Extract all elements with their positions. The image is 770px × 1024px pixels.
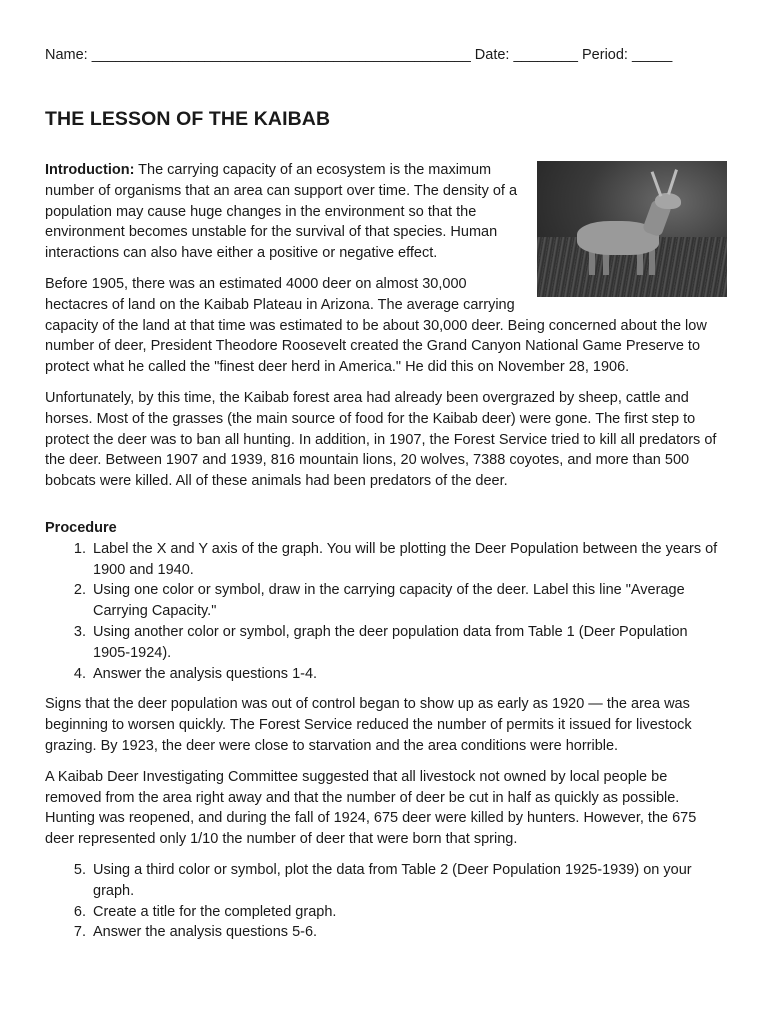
name-date-period-line: Name: _______________________________________________ Date: ________ Period: _____ — [45, 47, 673, 63]
procedure-list-a — [45, 539, 727, 685]
procedure-step: 2. Using one color or symbol, draw in the carrying capacity of the deer. Label this line "Average Carrying Capacity." — [90, 580, 727, 622]
procedure-step: 3. Using another color or symbol, graph the deer population data from Table 1 (Deer Population 1905-1924). — [90, 622, 727, 664]
control-paragraph: Signs that the deer population was out of control began to show up as early as 1920 — the area was beginning to worsen quickly. The Forest Service reduced the number of permits it issued for livestock grazing. By 1923, the deer were close to starvation and the area conditions were horrible. — [45, 696, 692, 754]
history-paragraph: Before 1905, there was an estimated 4000 deer on almost 30,000 hectacres of land on the Kaibab Plateau in Arizona. The average carrying capacity of the land at that time was estimated to be about 30,000 deer. Being concerned about the low number of deer, President Theodore Roosevelt created the Grand Canyon National Game Preserve to protect what he called the "finest deer herd in America." He did this on November 28, 1906. — [45, 275, 707, 376]
procedure-step: 5. Using a third color or symbol, plot the data from Table 2 (Deer Population 1925-1939) on your graph. — [90, 860, 727, 902]
procedure-heading: Procedure — [45, 519, 117, 536]
intro-text: The carrying capacity of an ecosystem is the maximum number of organisms that an area can support over time. The density of a population may cause huge changes in the environment so that the environment becomes unstable for the survival of that species. Human interactions can also have either a positive or negative effect. — [45, 162, 518, 262]
intro-label: Introduction: — [45, 162, 135, 178]
worksheet-body — [45, 160, 727, 953]
page-title: THE LESSON OF THE KAIBAB — [45, 108, 331, 130]
procedure-step: 6. Create a title for the completed graph. — [90, 902, 727, 923]
predators-paragraph: Unfortunately, by this time, the Kaibab forest area had already been overgrazed by sheep, cattle and horses. Most of the grasses (the main source of food for the Kaibab deer) were gone. The first step to protect the deer was to ban all hunting. In addition, in 1907, the Forest Service tried to kill all predators of the deer. Between 1907 and 1939, 816 mountain lions, 20 wolves, 7388 coyotes, and more than 500 bobcats were killed. All of these animals had been predators of the deer. — [45, 389, 717, 490]
procedure-list-b — [45, 860, 727, 943]
committee-paragraph: A Kaibab Deer Investigating Committee suggested that all livestock not owned by local people be removed from the area right away and that the number of deer be cut in half as quickly as possible. Hunting was reopened, and during the fall of 1924, 675 deer were killed by hunters. However, the 675 deer represented only 1/10 the number of deer that were born that spring. — [45, 768, 697, 848]
procedure-step: 1. Label the X and Y axis of the graph. You will be plotting the Deer Population between the years of 1900 and 1940. — [90, 539, 727, 581]
procedure-step: 4. Answer the analysis questions 1-4. — [90, 664, 727, 685]
deer-photo — [537, 161, 727, 297]
procedure-step: 7. Answer the analysis questions 5-6. — [90, 922, 727, 943]
